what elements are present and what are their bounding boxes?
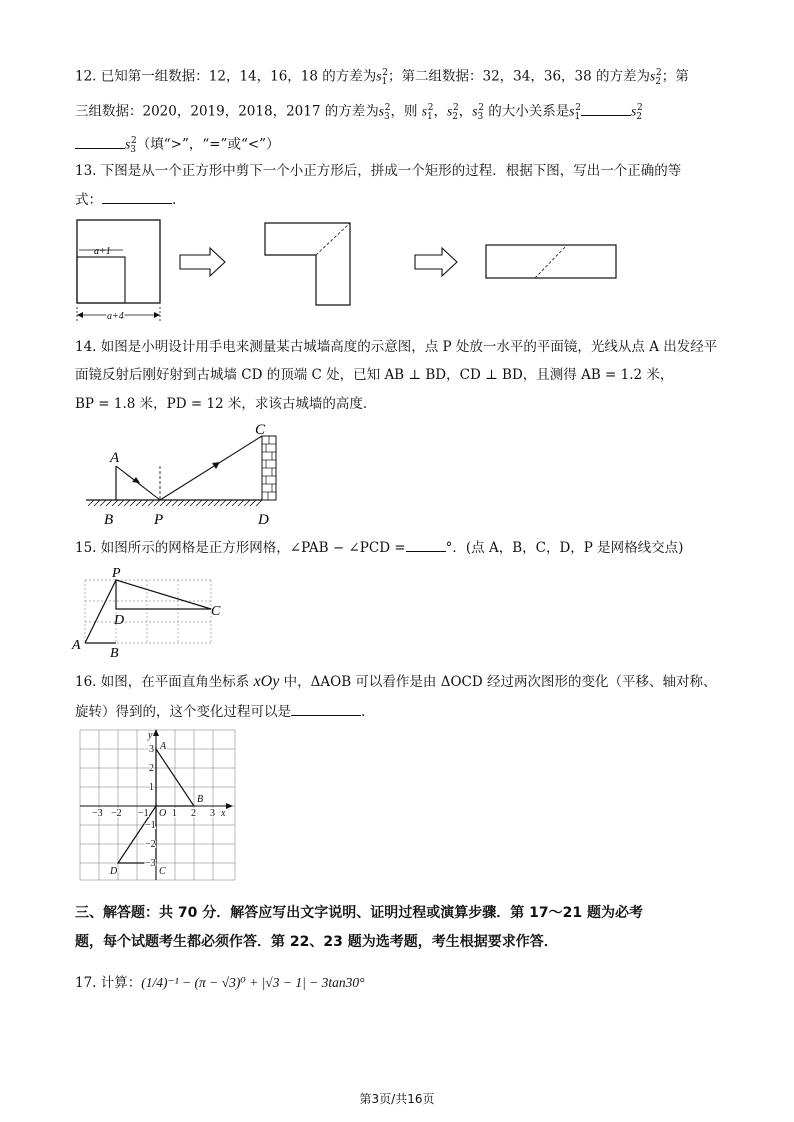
tick-y: 3 [149, 744, 154, 755]
label-a-plus-4: a+4 [107, 311, 124, 322]
point-a-label: A [110, 450, 120, 466]
section3-heading-2: 题，每个试题考生都必须作答．第 22、23 题为选考题，考生根据要求作答． [75, 934, 558, 950]
point-a-label: A [72, 638, 81, 653]
q13-line-1: 13. 下图是从一个正方形中剪下一个小正方形后，拼成一个矩形的过程．根据下图，写出一个正确的等 [75, 163, 682, 179]
q16-grid-figure [78, 728, 238, 888]
point-d-label: D [114, 613, 125, 628]
q14-line-2: 面镜反射后刚好射到古城墙 CD 的顶端 C 处，已知 AB ⊥ BD，CD ⊥ BD，且测得 AB = 1.2 米， [75, 367, 674, 383]
tick-y: 2 [149, 763, 154, 774]
tick-x: 1 [172, 808, 177, 819]
q14-line-1: 14. 如图是小明设计用手电来测量某古城墙高度的示意图，点 P 处放一水平的平面镜，光线从点 A 出发经平 [75, 339, 718, 355]
point-a-label: A [160, 741, 167, 752]
point-c-label: C [159, 866, 166, 877]
q16-blank[interactable] [291, 701, 361, 716]
q15-figure [70, 560, 230, 660]
q12-blank-1[interactable] [581, 101, 631, 116]
point-b-label: B [104, 512, 114, 528]
q13-blank[interactable] [102, 189, 172, 204]
origin-label: O [159, 808, 167, 819]
point-d-label: D [110, 866, 118, 877]
point-c-label: C [211, 604, 221, 619]
point-b-label: B [197, 794, 204, 805]
section3-heading-1: 三、解答题：共 70 分．解答应写出文字说明、证明过程或演算步骤．第 17～21 题为必考 [75, 905, 643, 921]
q14-figure [80, 420, 300, 530]
q13-line-2: 式： . [75, 189, 176, 210]
point-c-label: C [255, 422, 266, 438]
y-axis-label: y [148, 730, 153, 741]
q12-blank-2[interactable] [75, 134, 125, 149]
q17-expression: (1/4)⁻¹ − (π − √3)⁰ + |√3 − 1| − 3tan30° [141, 975, 365, 990]
arrow-right-icon [415, 248, 457, 276]
q12-line-2: 三组数据：2020，2019，2018，2017 的方差为$s_3^2$，则 $s_1^2$，$s_2^2$，$s_3^2$ 的大小关系是$s_1^2$ $s_2^2$ [75, 98, 643, 127]
q14-line-3: BP = 1.8 米，PD = 12 米，求该古城墙的高度． [75, 396, 377, 412]
x-axis-label: x [221, 808, 226, 819]
point-p-label: P [112, 566, 121, 581]
q12-line-1: 12. 已知第一组数据：12，14，16，18 的方差为$s_1^2$；第二组数据：32，34，36，38 的方差为$s_2^2$；第 [75, 68, 689, 88]
q16-line-1: 16. 如图，在平面直角坐标系 xOy 中，ΔAOB 可以看作是由 ΔOCD 经过两次图形的变化（平移、轴对称、 [75, 673, 717, 690]
tick-x: 2 [191, 808, 196, 819]
tick-y: 1 [149, 782, 154, 793]
label-a-plus-1: a+1 [94, 246, 111, 257]
tick-x: 3 [210, 808, 215, 819]
point-b-label: B [110, 646, 119, 661]
page-footer: 第3页/共16页 [359, 1092, 435, 1106]
point-p-label: P [154, 512, 164, 528]
q12-line-3: $s_3^2$（填“>”，“=”或“<”） [75, 131, 280, 160]
q16-line-2: 旋转）得到的，这个变化过程可以是 . [75, 701, 365, 722]
q15-blank[interactable] [406, 537, 446, 552]
big-square [77, 220, 160, 303]
tick-y: −3 [145, 858, 156, 869]
tick-x: −3 [92, 808, 103, 819]
tick-y: −2 [145, 839, 156, 850]
q15-line-1: 15. 如图所示的网格是正方形网格，∠PAB − ∠PCD = °．(点 A，B，C，D，P 是网格线交点) [75, 537, 683, 558]
tick-x: −2 [111, 808, 122, 819]
point-d-label: D [258, 512, 269, 528]
l-shape [265, 223, 350, 305]
q17-line: 17. 计算：(1/4)⁻¹ − (π − √3)⁰ + |√3 − 1| − 3tan30° [75, 975, 365, 991]
arrow-right-icon [180, 248, 225, 276]
tick-x: −1 [138, 808, 149, 819]
tick-y: −1 [145, 820, 156, 831]
q13-figure [70, 215, 630, 325]
small-square [77, 257, 125, 303]
